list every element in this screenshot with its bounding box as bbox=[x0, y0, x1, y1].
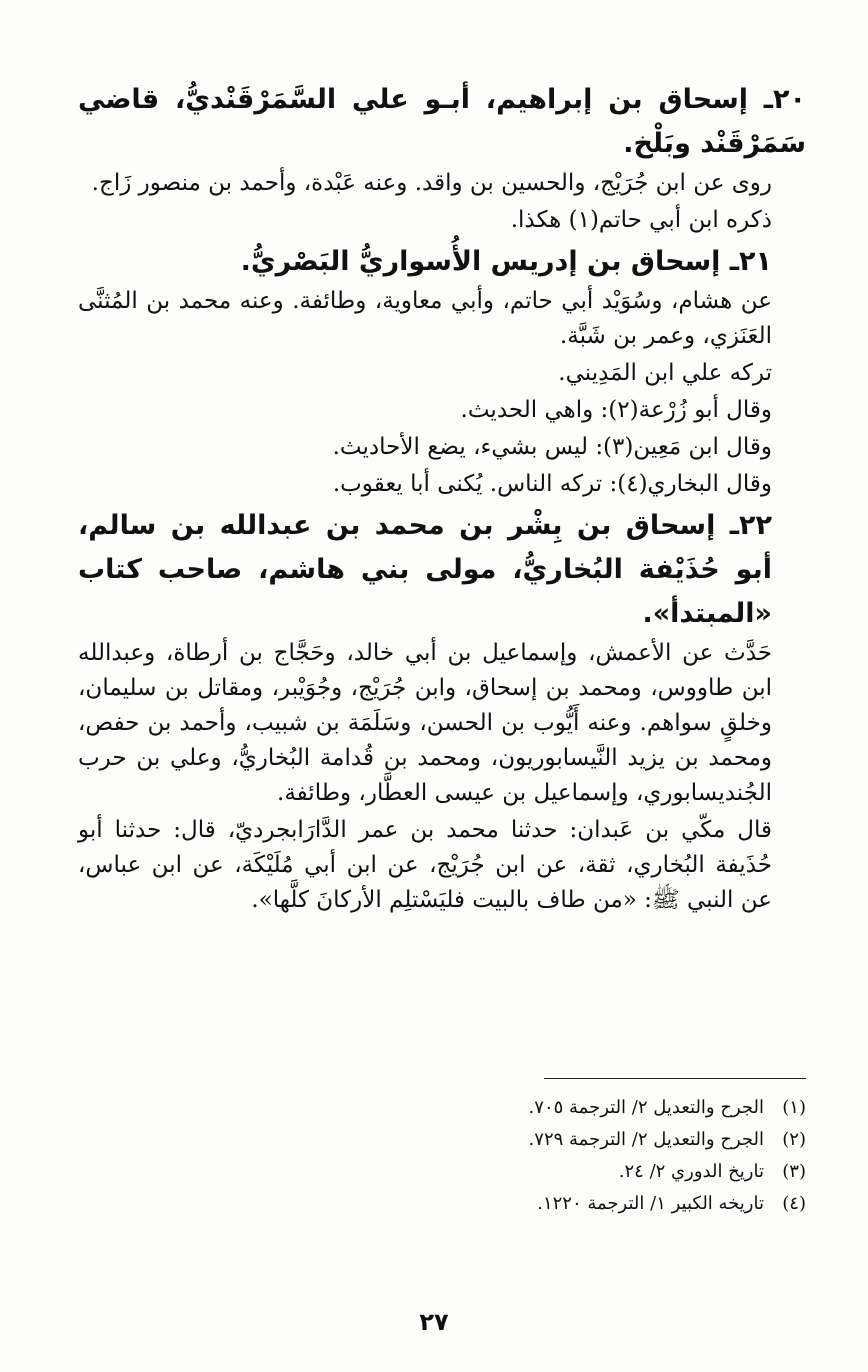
entry-22 bbox=[78, 504, 806, 918]
entry-text: قال مكّي بن عَبدان: حدثنا محمد بن عمر الدَّارَابجرديّ، قال: حدثنا أبو حُذَيفة البُخاري، ثقة، عن ابن جُرَيْج، عن ابن أبي مُلَيْكَة، عن ابن عباس، عن النبي ﷺ: «من طاف بالبيت فليَسْتلِم الأركانَ كلَّها». bbox=[78, 817, 772, 913]
footnotes bbox=[78, 1092, 806, 1220]
entry-text: حَدَّث عن الأعمش، وإسماعيل بن أبي خالد، وحَجَّاج بن أرطاة، وعبدالله ابن طاووس، ومحمد بن إسحاق، وابن جُرَيْج، وجُوَيْبر، ومقاتل بن سليمان، وخلقٍ سواهم. وعنه أَيُّوب بن الحسن، وسَلَمَة بن شبيب، وأحمد بن حفص، ومحمد بن يزيد النَّيسابوريون، ومحمد بن قُدامة البُخاريُّ، وعلي بن حرب الجُنديسابوري، وإسماعيل بن عيسى العطَّار، وطائفة. bbox=[78, 640, 772, 806]
entry-text: وقال ابن مَعِين(٣): ليس بشيء، يضع الأحاديث. bbox=[332, 434, 772, 460]
footnote-text: تاريخ الدوري ٢/ ٢٤. bbox=[618, 1161, 764, 1182]
entry-text: وقال البخاري(٤): تركه الناس. يُكنى أبا يعقوب. bbox=[332, 471, 772, 497]
entry-text: ذكره ابن أبي حاتم(١) هكذا. bbox=[510, 207, 772, 233]
footnote-item bbox=[78, 1124, 806, 1156]
footnote-number: (٤) bbox=[782, 1193, 806, 1214]
footnote-number: (٢) bbox=[782, 1129, 806, 1150]
footnote-number: (١) bbox=[782, 1097, 806, 1118]
footnote-item bbox=[78, 1188, 806, 1220]
entry-title: ٢٢ـ إسحاق بن بِشْر بن محمد بن عبدالله بن سالم، أبو حُذَيْفة البُخاريُّ، مولى بني هاشم، صاحب كتاب «المبتدأ». bbox=[78, 510, 772, 629]
entry-title: ٢٠ـ إسحاق بن إبراهيم، أبـو علي السَّمَرْقَنْديُّ، قاضي سَمَرْقَنْد وبَلْخ. bbox=[78, 84, 806, 159]
footnote-item bbox=[78, 1156, 806, 1188]
page-number: ٢٧ bbox=[419, 1308, 449, 1336]
entry-text: عن هشام، وسُوَيْد أبي حاتم، وأبي معاوية، وطائفة. وعنه محمد بن المُثنَّى العَنَزي، وعمر بن شَبَّة. bbox=[78, 288, 772, 349]
entry-text: روى عن ابن جُرَيْج، والحسين بن واقد. وعنه عَبْدة، وأحمد بن منصور زَاج. bbox=[91, 170, 772, 196]
footnote-item bbox=[78, 1092, 806, 1124]
footnote-divider bbox=[544, 1078, 806, 1079]
entry-21 bbox=[78, 240, 806, 502]
entry-title: ٢١ـ إسحاق بن إدريس الأُسواريُّ البَصْريُّ. bbox=[240, 246, 772, 277]
footnote-number: (٣) bbox=[782, 1161, 806, 1182]
entry-text: تركه علي ابن المَدِيني. bbox=[558, 360, 772, 386]
entry-20 bbox=[78, 78, 806, 238]
footnote-text: تاريخه الكبير ١/ الترجمة ١٢٢٠. bbox=[537, 1193, 764, 1214]
footnote-text: الجرح والتعديل ٢/ الترجمة ٧٠٥. bbox=[528, 1097, 764, 1118]
entry-text: وقال أبو زُرْعة(٢): واهي الحديث. bbox=[460, 397, 772, 423]
footnote-text: الجرح والتعديل ٢/ الترجمة ٧٢٩. bbox=[528, 1129, 764, 1150]
